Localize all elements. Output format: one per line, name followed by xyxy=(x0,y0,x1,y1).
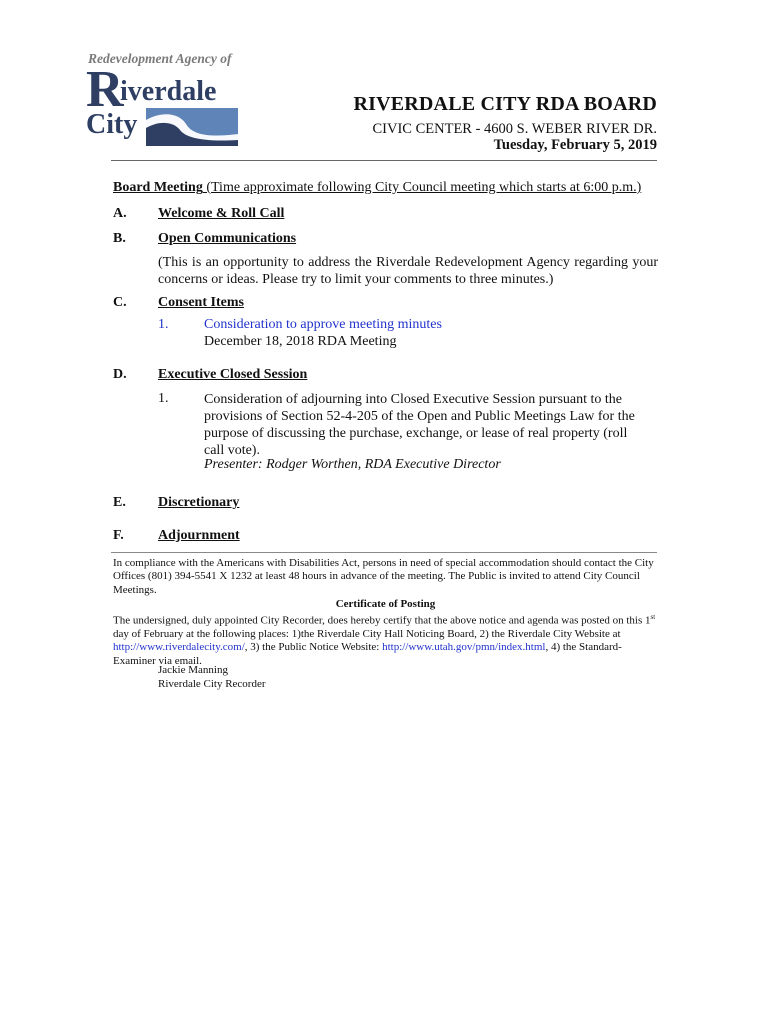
item-d-title: Executive Closed Session xyxy=(158,367,308,382)
certificate-text-part3: , 3) the Public Notice Website: xyxy=(244,641,383,654)
logo-agency-text: Redevelopment Agency of xyxy=(88,51,232,66)
item-f-title: Adjournment xyxy=(158,528,240,543)
header-divider xyxy=(111,160,657,161)
river-wave-icon xyxy=(146,108,238,146)
item-b-letter: B. xyxy=(113,231,126,246)
board-meeting-note: (Time approximate following City Council meeting which starts at 6:00 p.m.) xyxy=(202,180,642,195)
item-c-title: Consent Items xyxy=(158,295,244,310)
board-meeting-label: Board Meeting xyxy=(113,180,203,195)
item-c-letter: C. xyxy=(113,295,127,310)
board-meeting-line xyxy=(113,180,641,196)
logo-word-city: City xyxy=(86,109,138,140)
item-f-letter: F. xyxy=(113,528,124,543)
ada-notice: In compliance with the Americans with Disabilities Act, persons in need of special accommodation should contact the City Offices (801) 394-5541 X 1232 at least 48 hours in advance of the meeting. The Public is invited to attend City Council Meetings. xyxy=(113,557,654,596)
certificate-text xyxy=(113,611,658,668)
signer-title: Riverdale City Recorder xyxy=(158,678,266,690)
certificate-ordinal: st xyxy=(650,613,656,621)
meeting-date: Tuesday, February 5, 2019 xyxy=(493,137,657,153)
item-c-sub-number: 1. xyxy=(158,317,169,332)
item-a-title: Welcome & Roll Call xyxy=(158,206,285,221)
item-d-sub-number: 1. xyxy=(158,391,169,406)
public-notice-link[interactable]: http://www.utah.gov/pmn/index.html xyxy=(382,641,546,654)
board-title: RIVERDALE CITY RDA BOARD xyxy=(353,93,657,115)
certificate-text-part4: , 4) the Standard-Examiner via email. xyxy=(113,641,622,667)
item-d-sub-text: Consideration of adjourning into Closed Executive Session pursuant to the provisions of Section 52-4-205 of the Open and Public Meetings Law for the purpose of discussing the purchase, exchange, or lease of real property (roll call vote). xyxy=(204,392,635,458)
certificate-text-part1: The undersigned, duly appointed City Recorder, does hereby certify that the above notice and agenda was posted on this 1 xyxy=(113,614,651,627)
signer-name: Jackie Manning xyxy=(158,664,228,676)
item-d-letter: D. xyxy=(113,367,127,382)
item-b-title: Open Communications xyxy=(158,231,297,246)
certificate-text-part2: day of February at the following places: 1)the Riverdale City Hall Noticing Board, 2) the Riverdale City Website at xyxy=(113,628,621,641)
footer-divider xyxy=(111,552,657,553)
item-e-letter: E. xyxy=(113,495,126,510)
item-e-title: Discretionary xyxy=(158,495,240,510)
riverdale-rda-logo xyxy=(86,50,238,150)
item-d-presenter: Presenter: Rodger Worthen, RDA Executive Director xyxy=(204,457,501,472)
item-b-text: (This is an opportunity to address the Riverdale Redevelopment Agency regarding your concerns or ideas. Please try to limit your comments to three minutes.) xyxy=(158,255,658,287)
item-c-sub-detail: December 18, 2018 RDA Meeting xyxy=(204,334,397,349)
logo-word-riverdale: iverdale xyxy=(120,76,217,107)
meeting-address: CIVIC CENTER - 4600 S. WEBER RIVER DR. xyxy=(372,121,657,137)
city-website-link[interactable]: http://www.riverdalecity.com/ xyxy=(113,641,245,654)
certificate-title: Certificate of Posting xyxy=(335,598,436,610)
logo-r-letter: R xyxy=(86,61,124,118)
minutes-link[interactable]: Consideration to approve meeting minutes xyxy=(204,317,442,332)
item-a-letter: A. xyxy=(113,206,127,221)
